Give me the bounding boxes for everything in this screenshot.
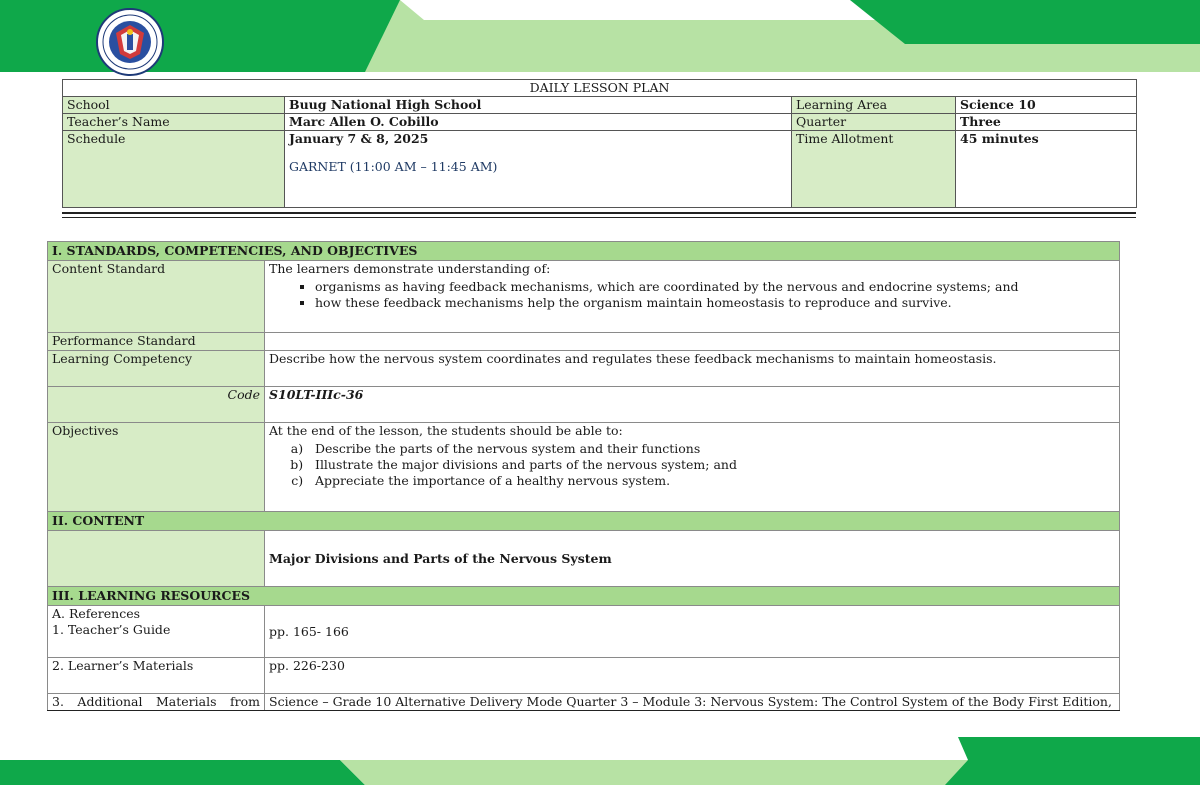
learners-materials-value: pp. 226-230 [265, 658, 1120, 694]
code-label: Code [48, 387, 265, 423]
content-label-cell [48, 531, 265, 587]
learning-area-label: Learning Area [792, 97, 956, 114]
teacher-label: Teacher’s Name [63, 114, 285, 131]
content-standard-intro: The learners demonstrate understanding of: [269, 261, 551, 276]
schedule-section: GARNET (11:00 AM – 11:45 AM) [289, 159, 498, 174]
list-item: c. Appreciate the importance of a healthy nervous system. [315, 473, 1115, 489]
time-allotment-value: 45 minutes [956, 131, 1137, 208]
objectives-cell [265, 423, 1120, 512]
content-standard-cell [265, 261, 1120, 333]
learning-competency-value: Describe how the nervous system coordinates and regulates these feedback mechanisms to maintain homeostasis. [265, 351, 1120, 387]
list-item: a. Describe the parts of the nervous system and their functions [315, 441, 1115, 457]
additional-materials-label: 3. Additional Materials from [48, 694, 265, 711]
section-resources-heading: III. LEARNING RESOURCES [48, 587, 1120, 606]
teachers-guide-value: pp. 165- 166 [265, 606, 1120, 658]
learning-area-value: Science 10 [956, 97, 1137, 114]
list-item: ▪ how these feedback mechanisms help the organism maintain homeostasis to reproduce and survive. [315, 295, 1115, 311]
time-allotment-label: Time Allotment [792, 131, 956, 208]
content-standard-label: Content Standard [48, 261, 265, 333]
section-standards-heading: I. STANDARDS, COMPETENCIES, AND OBJECTIVES [48, 242, 1120, 261]
objectives-label: Objectives [48, 423, 265, 512]
objectives-list [269, 441, 1115, 489]
bottom-banner [0, 735, 1200, 785]
teacher-value: Marc Allen O. Cobillo [285, 114, 792, 131]
additional-materials-value: Science – Grade 10 Alternative Delivery Mode Quarter 3 – Module 3: Nervous System: The Control System of the Body First Edition, [265, 694, 1120, 711]
objectives-intro: At the end of the lesson, the students should be able to: [269, 423, 623, 438]
lesson-table [47, 241, 1120, 711]
schedule-date: January 7 & 8, 2025 [289, 131, 429, 146]
lesson-plan-title: DAILY LESSON PLAN [63, 80, 1137, 97]
top-banner [0, 0, 1200, 72]
quarter-value: Three [956, 114, 1137, 131]
performance-standard-value [265, 333, 1120, 351]
performance-standard-label: Performance Standard [48, 333, 265, 351]
code-value: S10LT-IIIc-36 [265, 387, 1120, 423]
schedule-label: Schedule [63, 131, 285, 208]
content-standard-list [269, 279, 1115, 311]
schedule-cell [285, 131, 792, 208]
section-content-heading: II. CONTENT [48, 512, 1120, 531]
teachers-guide-label: 1. Teacher’s Guide [52, 622, 171, 637]
references-cell [48, 606, 265, 658]
school-value: Buug National High School [285, 97, 792, 114]
school-label: School [63, 97, 285, 114]
content-value: Major Divisions and Parts of the Nervous System [265, 531, 1120, 587]
header-table [62, 79, 1137, 208]
list-item: b. Illustrate the major divisions and parts of the nervous system; and [315, 457, 1115, 473]
deped-seal-icon [96, 8, 164, 76]
quarter-label: Quarter [792, 114, 956, 131]
header-divider [62, 212, 1136, 218]
list-item: ▪ organisms as having feedback mechanisms, which are coordinated by the nervous and endocrine systems; and [315, 279, 1115, 295]
references-label: A. References [52, 606, 141, 621]
learners-materials-label: 2. Learner’s Materials [48, 658, 265, 694]
learning-competency-label: Learning Competency [48, 351, 265, 387]
